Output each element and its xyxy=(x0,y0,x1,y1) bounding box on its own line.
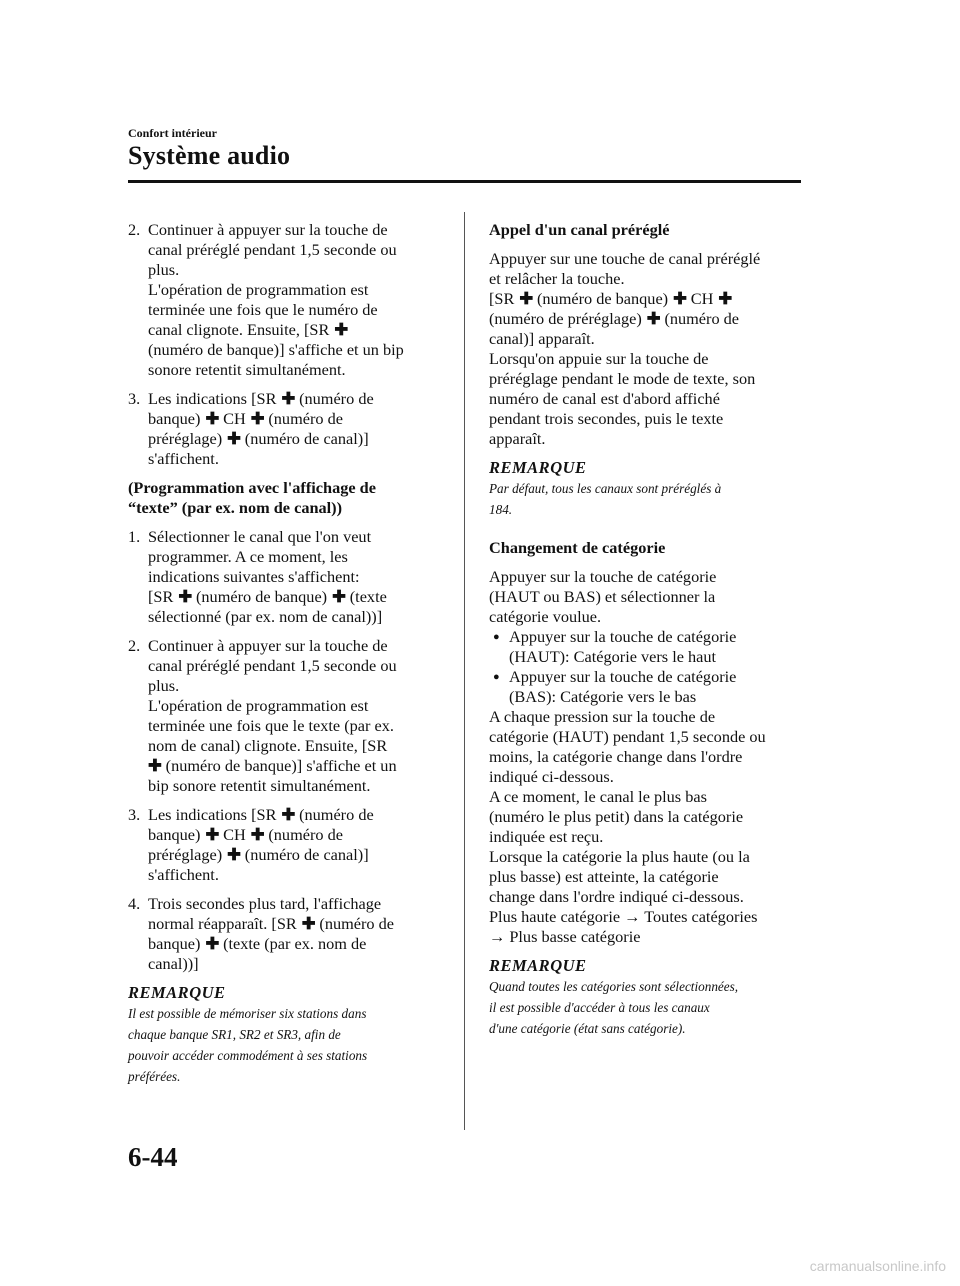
text-span: [SR xyxy=(489,289,515,308)
text-line: et relâcher la touche. xyxy=(489,269,625,288)
text-span: Les indications [SR xyxy=(148,805,277,824)
text-span: (numéro de xyxy=(299,389,374,408)
plus-icon: ✚ xyxy=(250,409,265,428)
text-line: (numéro le plus petit) dans la catégorie xyxy=(489,807,744,826)
plus-icon: ✚ xyxy=(646,309,661,328)
text-line: canal)] apparaît. xyxy=(489,329,595,348)
text-line xyxy=(148,805,438,825)
text-span: (numéro de canal)] xyxy=(244,429,369,448)
text-line: Continuer à appuyer sur la touche de xyxy=(148,636,388,655)
text-line xyxy=(148,934,438,954)
text-line: programmer. A ce moment, les xyxy=(148,547,348,566)
title-rule xyxy=(128,180,801,183)
note-line: Quand toutes les catégories sont sélectionnées, xyxy=(489,979,739,994)
text-line: préréglage pendant le mode de texte, son xyxy=(489,369,756,388)
text-span: (numéro de xyxy=(268,825,343,844)
note-block xyxy=(489,956,804,1039)
text-span: CH xyxy=(690,289,714,308)
text-line: change dans l'ordre indiqué ci-dessous. xyxy=(489,887,744,906)
text-line: (HAUT ou BAS) et sélectionner la xyxy=(489,587,716,606)
text-line xyxy=(148,587,438,607)
category-paragraph xyxy=(489,567,804,947)
recall-paragraph xyxy=(489,249,804,449)
note-title: REMARQUE xyxy=(489,956,587,975)
plus-icon: ✚ xyxy=(519,289,533,308)
note-line: préférées. xyxy=(128,1069,181,1084)
text-span: (numéro de xyxy=(664,309,740,328)
plus-icon: ✚ xyxy=(301,914,316,933)
step-3-text xyxy=(128,805,438,885)
text-line: canal préréglé pendant 1,5 seconde ou xyxy=(148,656,397,675)
text-span: CH xyxy=(223,825,246,844)
text-line: “texte” (par ex. nom de canal)) xyxy=(128,498,343,517)
note-line: Par défaut, tous les canaux sont préréglés à xyxy=(489,481,722,496)
text-line: terminée une fois que le texte (par ex. xyxy=(148,716,394,735)
text-line xyxy=(148,320,438,340)
column-divider xyxy=(464,212,465,1130)
section-label: Confort intérieur xyxy=(128,126,217,140)
text-line: A ce moment, le canal le plus bas xyxy=(489,787,707,806)
text-line xyxy=(148,409,438,429)
note-line: d'une catégorie (état sans catégorie). xyxy=(489,1021,686,1036)
bullet-icon: ● xyxy=(493,631,500,643)
text-line: moins, la catégorie change dans l'ordre xyxy=(489,747,743,766)
plus-icon: ✚ xyxy=(178,587,192,606)
note-block xyxy=(489,458,804,520)
plus-icon: ✚ xyxy=(718,289,733,308)
note-block xyxy=(128,983,438,1087)
text-line: Appuyer sur une touche de canal préréglé xyxy=(489,249,761,268)
text-line xyxy=(148,825,438,845)
text-span: banque) xyxy=(148,825,201,844)
text-line: Trois secondes plus tard, l'affichage xyxy=(148,894,382,913)
text-span: banque) xyxy=(148,409,201,428)
text-line: → Plus basse catégorie xyxy=(489,927,641,946)
text-line: nom de canal) clignote. Ensuite, [SR xyxy=(148,736,388,755)
step-number: 3. xyxy=(128,805,141,824)
text-span: normal réapparaît. [SR xyxy=(148,914,297,933)
right-column xyxy=(489,220,804,1039)
text-span: (numéro de xyxy=(299,805,374,824)
text-line xyxy=(148,389,438,409)
step-1-text xyxy=(128,527,438,627)
text-span: préréglage) xyxy=(148,429,223,448)
text-line xyxy=(148,429,438,449)
section-heading: Appel d'un canal préréglé xyxy=(489,220,670,239)
plus-icon: ✚ xyxy=(334,320,348,339)
note-title: REMARQUE xyxy=(128,983,226,1002)
text-line: Continuer à appuyer sur la touche de xyxy=(148,220,388,239)
note-line: chaque banque SR1, SR2 et SR3, afin de xyxy=(128,1027,341,1042)
step-number: 1. xyxy=(128,527,141,546)
section-heading xyxy=(128,478,438,518)
text-span: préréglage) xyxy=(148,845,223,864)
step-number: 4. xyxy=(128,894,141,913)
step-number: 3. xyxy=(128,389,141,408)
text-span: (numéro de xyxy=(268,409,343,428)
text-line: Lorsque la catégorie la plus haute (ou la xyxy=(489,847,750,866)
note-title: REMARQUE xyxy=(489,458,587,477)
text-line: apparaît. xyxy=(489,429,546,448)
note-line: 184. xyxy=(489,502,513,517)
text-line: canal))] xyxy=(148,954,199,973)
text-line: plus basse) est atteinte, la catégorie xyxy=(489,867,719,886)
section-heading: Changement de catégorie xyxy=(489,538,666,557)
step-number: 2. xyxy=(128,220,141,239)
plus-icon: ✚ xyxy=(281,389,296,408)
text-line: Appuyer sur la touche de catégorie xyxy=(509,627,737,646)
text-span: (texte xyxy=(349,587,387,606)
text-span: (numéro de xyxy=(319,914,394,933)
plus-icon: ✚ xyxy=(673,289,687,308)
text-line xyxy=(148,756,438,776)
text-line: bip sonore retentit simultanément. xyxy=(148,776,371,795)
page-number: 6-44 xyxy=(128,1142,178,1172)
plus-icon: ✚ xyxy=(227,845,241,864)
text-line: sélectionné (par ex. nom de canal))] xyxy=(148,607,383,626)
text-line: terminée une fois que le numéro de xyxy=(148,300,378,319)
text-line: canal préréglé pendant 1,5 seconde ou xyxy=(148,240,397,259)
text-line: L'opération de programmation est xyxy=(148,696,369,715)
step-4-text xyxy=(128,894,438,974)
watermark: carmanualsonline.info xyxy=(809,1258,946,1274)
plus-icon: ✚ xyxy=(250,825,265,844)
text-line: plus. xyxy=(148,676,180,695)
bullet-item xyxy=(489,627,804,667)
text-line: Appuyer sur la touche de catégorie xyxy=(489,567,717,586)
text-line: indications suivantes s'affichent: xyxy=(148,567,360,586)
text-line: s'affichent. xyxy=(148,865,219,884)
page-title: Système audio xyxy=(128,141,291,170)
text-line: sonore retentit simultanément. xyxy=(148,360,346,379)
text-line xyxy=(148,914,438,934)
step-2-text xyxy=(128,636,438,796)
plus-icon: ✚ xyxy=(205,409,220,428)
text-line: Plus haute catégorie → Toutes catégories xyxy=(489,907,758,926)
text-line xyxy=(148,845,438,865)
plus-icon: ✚ xyxy=(281,805,296,824)
text-line: Lorsqu'on appuie sur la touche de xyxy=(489,349,709,368)
text-line: indiqué ci-dessous. xyxy=(489,767,614,786)
text-line: plus. xyxy=(148,260,180,279)
text-line: (Programmation avec l'affichage de xyxy=(128,478,376,497)
step-3-channel xyxy=(128,389,438,469)
text-span: (numéro de préréglage) xyxy=(489,309,642,328)
text-span: (texte (par ex. nom de xyxy=(223,934,367,953)
plus-icon: ✚ xyxy=(205,825,220,844)
text-line xyxy=(489,309,804,329)
text-span: Les indications [SR xyxy=(148,389,277,408)
text-line: pendant trois secondes, puis le texte xyxy=(489,409,724,428)
plus-icon: ✚ xyxy=(205,934,220,953)
text-line: Sélectionner le canal que l'on veut xyxy=(148,527,372,546)
text-span: (numéro de banque)] s'affiche et un xyxy=(165,756,397,775)
text-span: banque) xyxy=(148,934,201,953)
plus-icon: ✚ xyxy=(332,587,346,606)
text-span: (numéro de banque) xyxy=(196,587,328,606)
bullet-icon: ● xyxy=(493,671,500,683)
text-line: A chaque pression sur la touche de xyxy=(489,707,716,726)
plus-icon: ✚ xyxy=(148,756,162,775)
text-span: (numéro de banque) xyxy=(537,289,669,308)
text-line: s'affichent. xyxy=(148,449,219,468)
text-line: (BAS): Catégorie vers le bas xyxy=(509,687,697,706)
text-span: [SR xyxy=(148,587,174,606)
text-line: Appuyer sur la touche de catégorie xyxy=(509,667,737,686)
plus-icon: ✚ xyxy=(227,429,241,448)
step-2-channel xyxy=(128,220,438,380)
text-line: catégorie voulue. xyxy=(489,607,602,626)
left-column xyxy=(128,220,438,1087)
note-line: il est possible d'accéder à tous les canaux xyxy=(489,1000,710,1015)
text-line: (HAUT): Catégorie vers le haut xyxy=(509,647,717,666)
text-line: (numéro de banque)] s'affiche et un bip xyxy=(148,340,404,359)
bullet-item xyxy=(489,667,804,707)
text-line: L'opération de programmation est xyxy=(148,280,369,299)
note-line: Il est possible de mémoriser six stations dans xyxy=(128,1006,367,1021)
text-span: CH xyxy=(223,409,246,428)
text-line: catégorie (HAUT) pendant 1,5 seconde ou xyxy=(489,727,766,746)
text-line: numéro de canal est d'abord affiché xyxy=(489,389,720,408)
text-span: (numéro de canal)] xyxy=(244,845,369,864)
text-line xyxy=(489,289,804,309)
text-span: canal clignote. Ensuite, [SR xyxy=(148,320,330,339)
text-line: indiquée est reçu. xyxy=(489,827,604,846)
step-number: 2. xyxy=(128,636,141,655)
note-line: pouvoir accéder commodément à ses stations xyxy=(128,1048,368,1063)
